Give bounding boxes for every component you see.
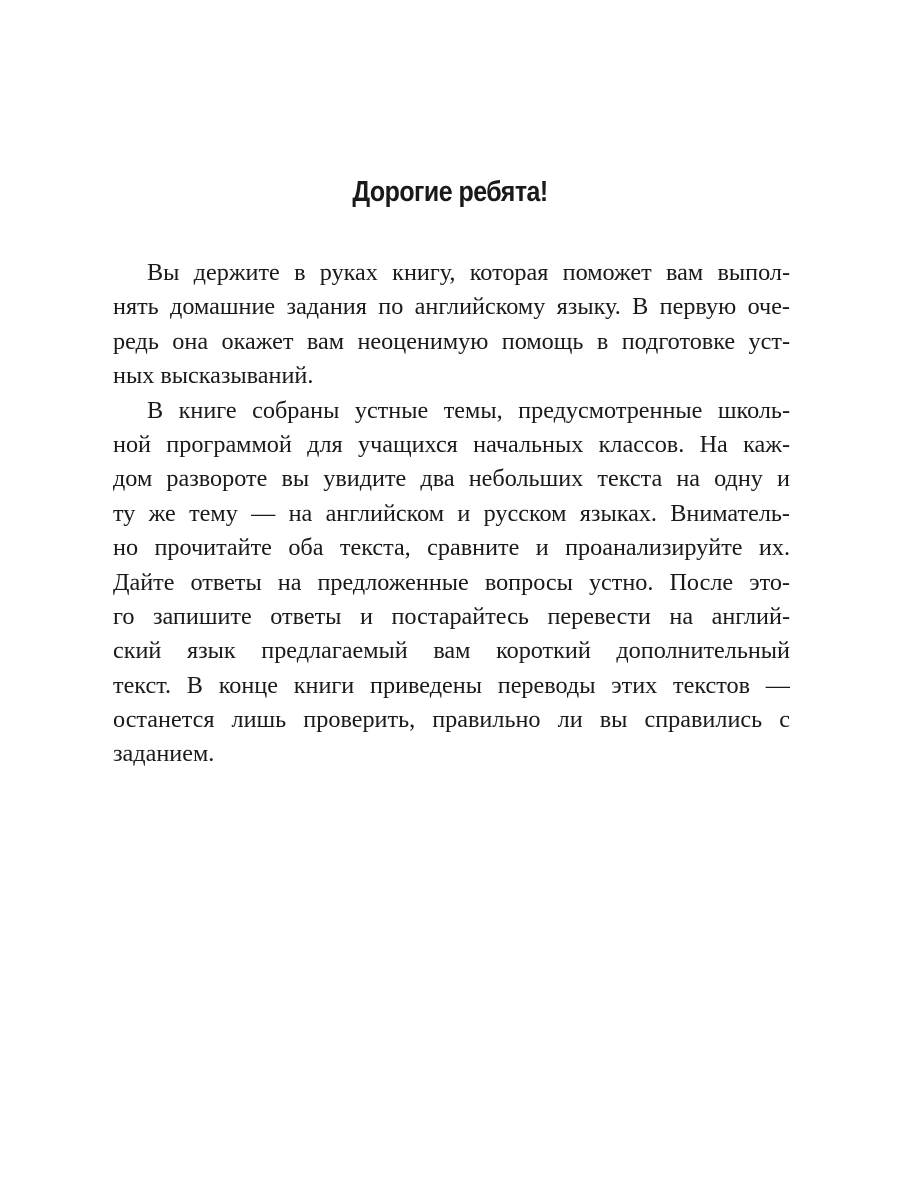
text-line: дом развороте вы увидите два небольших текста на одну и [113, 465, 790, 493]
text-line: текст. В конце книги приведены переводы этих текстов — [113, 671, 790, 699]
text-line: останется лишь проверить, правильно ли вы справились с [113, 706, 790, 734]
text-line: заданием. [113, 740, 215, 768]
text-line: В книге собраны устные темы, предусмотренные школь- [147, 396, 790, 424]
page-title: Дорогие ребята! [352, 176, 548, 208]
text-line: Дайте ответы на предложенные вопросы устно. После это- [113, 568, 790, 596]
text-line: редь она окажет вам неоценимую помощь в подготовке уст- [113, 327, 790, 355]
text-line: Вы держите в руках книгу, которая поможет вам выпол- [147, 259, 790, 286]
text-line: нять домашние задания по английскому языку. В первую оче- [113, 293, 790, 321]
body-text [113, 256, 790, 772]
paragraph-2 [113, 394, 790, 772]
paragraph-1 [113, 256, 790, 394]
text-line: го запишите ответы и постарайтесь перевести на англий- [113, 602, 790, 630]
text-line: ту же тему — на английском и русском языках. Вниматель- [113, 499, 790, 527]
text-line: но прочитайте оба текста, сравните и проанализируйте их. [113, 534, 790, 562]
text-line: ной программой для учащихся начальных классов. На каж- [113, 430, 790, 458]
text-line: ных высказываний. [113, 362, 314, 390]
text-line: ский язык предлагаемый вам короткий дополнительный [113, 637, 790, 665]
